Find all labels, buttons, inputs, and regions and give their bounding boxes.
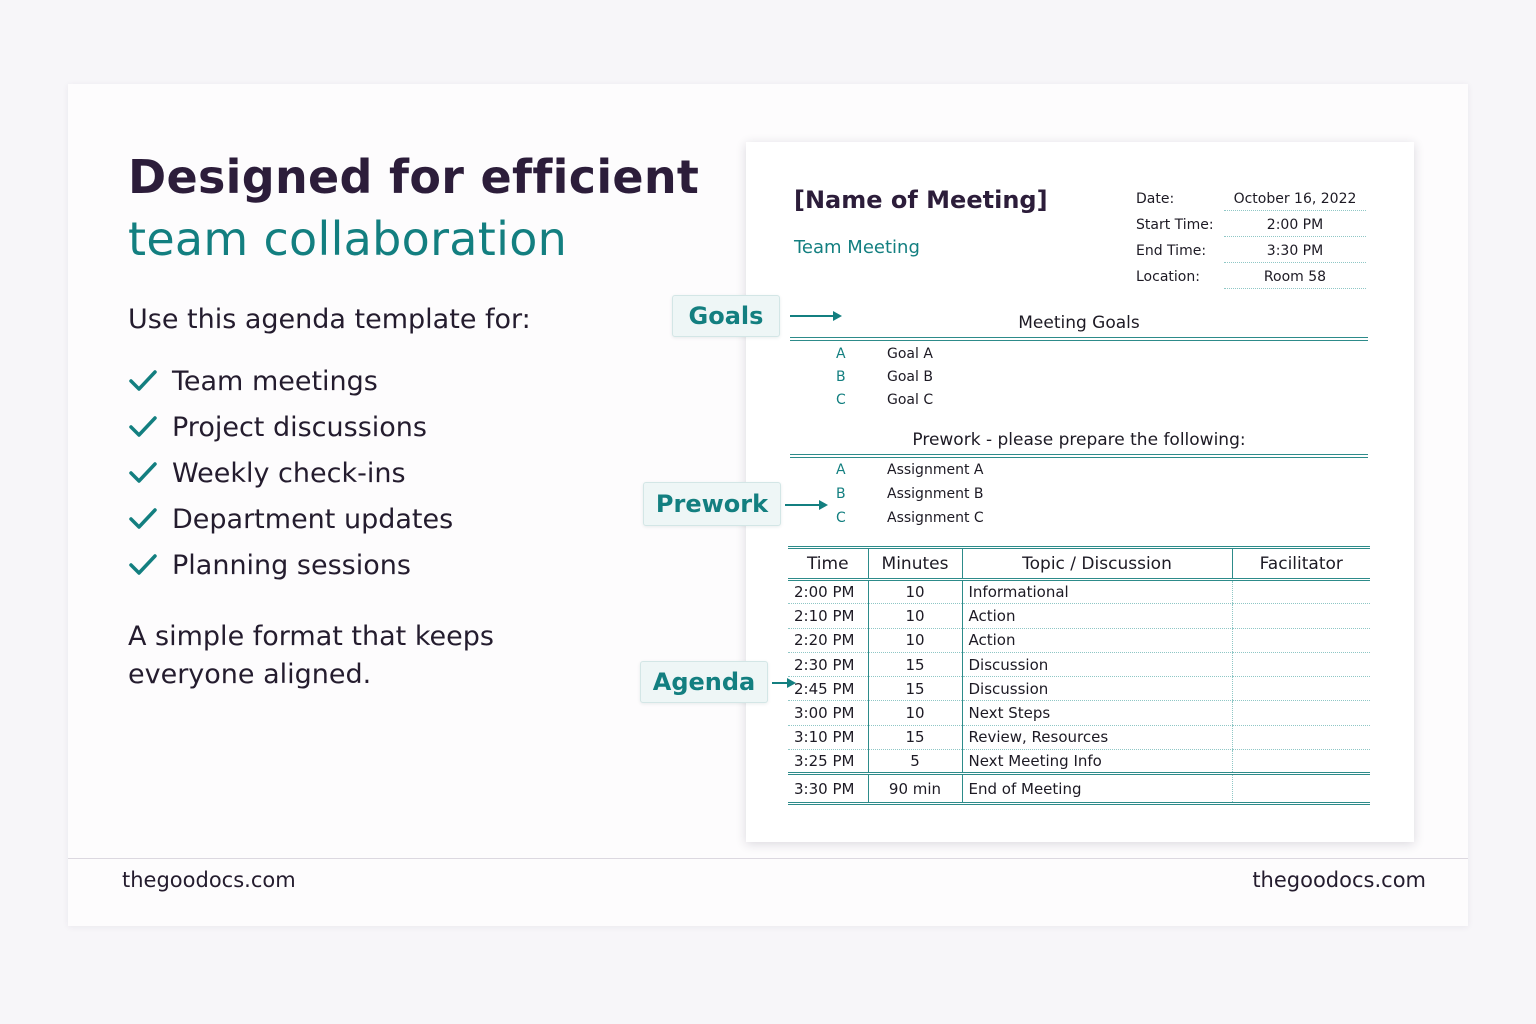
checkmark-icon — [128, 414, 172, 440]
time-cell: 3:00 PM — [788, 701, 868, 725]
list-item-label: Weekly check-ins — [172, 457, 406, 489]
topic-cell: Next Steps — [962, 701, 1232, 725]
facilitator-cell — [1232, 774, 1370, 804]
detail-value: Room 58 — [1224, 265, 1366, 289]
minutes-cell: 15 — [868, 652, 962, 676]
list-item — [128, 358, 453, 404]
list-item — [826, 388, 933, 411]
minutes-cell: 10 — [868, 628, 962, 652]
facilitator-cell — [1232, 604, 1370, 628]
item-text: Goal A — [887, 345, 933, 362]
item-letter: B — [836, 368, 846, 385]
time-cell: 2:20 PM — [788, 628, 868, 652]
item-letter: B — [836, 486, 846, 502]
facilitator-cell — [1232, 725, 1370, 749]
topic-cell: Action — [962, 628, 1232, 652]
detail-label: Location: — [1136, 269, 1200, 285]
detail-row — [1136, 238, 1366, 264]
table-header-row — [788, 548, 1370, 580]
list-item — [826, 506, 984, 530]
minutes-cell: 10 — [868, 701, 962, 725]
detail-row — [1136, 264, 1366, 290]
facilitator-cell — [1232, 652, 1370, 676]
list-item-label: Planning sessions — [172, 549, 411, 581]
facilitator-cell — [1232, 750, 1370, 774]
detail-label: End Time: — [1136, 243, 1207, 259]
checkmark-icon — [128, 506, 172, 532]
column-header: Facilitator — [1232, 548, 1370, 580]
table-total-row — [788, 774, 1370, 804]
item-letter: A — [836, 462, 846, 478]
table-row — [788, 725, 1370, 749]
detail-value: 2:00 PM — [1224, 213, 1366, 237]
detail-row — [1136, 212, 1366, 238]
checkmark-icon — [128, 552, 172, 578]
time-cell: 3:30 PM — [788, 774, 868, 804]
closing-text: A simple format that keeps everyone aligned. — [128, 621, 494, 690]
intro-text: Use this agenda template for: — [128, 304, 531, 335]
list-item — [826, 365, 933, 388]
topic-cell: Next Meeting Info — [962, 750, 1232, 774]
goals-list — [826, 342, 933, 411]
item-letter: C — [836, 391, 846, 408]
topic-cell: Informational — [962, 580, 1232, 604]
detail-value: October 16, 2022 — [1224, 187, 1366, 211]
column-header: Topic / Discussion — [962, 548, 1232, 580]
prework-list — [826, 458, 984, 530]
minutes-cell: 5 — [868, 750, 962, 774]
list-item — [128, 450, 453, 496]
list-item — [128, 542, 453, 588]
time-cell: 3:25 PM — [788, 750, 868, 774]
meeting-name: [Name of Meeting] — [794, 186, 1048, 214]
minutes-cell: 10 — [868, 580, 962, 604]
goals-rule — [790, 337, 1368, 341]
list-item-label: Department updates — [172, 503, 454, 535]
table-row — [788, 628, 1370, 652]
table-row — [788, 604, 1370, 628]
table-row — [788, 652, 1370, 676]
item-text: Assignment A — [887, 462, 984, 478]
facilitator-cell — [1232, 701, 1370, 725]
prework-section-title: Prework - please prepare the following: — [912, 430, 1246, 450]
table-row — [788, 677, 1370, 701]
column-header: Time — [788, 548, 868, 580]
detail-label: Start Time: — [1136, 217, 1214, 233]
facilitator-cell — [1232, 628, 1370, 652]
meeting-type: Team Meeting — [794, 237, 920, 258]
item-text: Goal C — [887, 391, 934, 408]
table-row — [788, 701, 1370, 725]
facilitator-cell — [1232, 677, 1370, 701]
footer-brand-right[interactable]: thegoodocs.com — [1252, 868, 1426, 892]
item-letter: C — [836, 510, 846, 526]
meeting-details — [1136, 186, 1366, 290]
list-item — [826, 482, 984, 506]
topic-cell: End of Meeting — [962, 774, 1232, 804]
column-header: Minutes — [868, 548, 962, 580]
arrow-right-icon — [771, 675, 801, 691]
list-item — [128, 404, 453, 450]
item-text: Goal B — [887, 368, 933, 385]
item-text: Assignment C — [887, 510, 984, 526]
time-cell: 2:10 PM — [788, 604, 868, 628]
checkmark-icon — [128, 368, 172, 394]
footer-brand-left[interactable]: thegoodocs.com — [122, 868, 296, 892]
table-row — [788, 580, 1370, 604]
minutes-cell: 10 — [868, 604, 962, 628]
arrow-right-icon — [789, 308, 847, 324]
checkmark-icon — [128, 460, 172, 486]
headline: Designed for efficient — [128, 150, 700, 204]
topic-cell: Discussion — [962, 652, 1232, 676]
footer-divider — [68, 858, 1468, 859]
list-item — [826, 458, 984, 482]
time-cell: 2:45 PM — [788, 677, 868, 701]
subheadline: team collaboration — [128, 212, 568, 266]
time-cell: 2:00 PM — [788, 580, 868, 604]
list-item-label: Team meetings — [172, 365, 378, 397]
list-item-label: Project discussions — [172, 411, 427, 443]
detail-row — [1136, 186, 1366, 212]
table-row — [788, 750, 1370, 774]
goals-callout: Goals — [672, 295, 780, 337]
minutes-cell: 15 — [868, 725, 962, 749]
minutes-cell: 90 min — [868, 774, 962, 804]
use-case-list — [128, 358, 453, 588]
prework-callout: Prework — [643, 482, 781, 526]
time-cell: 2:30 PM — [788, 652, 868, 676]
agenda-table — [788, 546, 1370, 805]
topic-cell: Discussion — [962, 677, 1232, 701]
list-item — [128, 496, 453, 542]
detail-label: Date: — [1136, 191, 1175, 207]
facilitator-cell — [1232, 580, 1370, 604]
detail-value: 3:30 PM — [1224, 239, 1366, 263]
topic-cell: Action — [962, 604, 1232, 628]
time-cell: 3:10 PM — [788, 725, 868, 749]
list-item — [826, 342, 933, 365]
topic-cell: Review, Resources — [962, 725, 1232, 749]
minutes-cell: 15 — [868, 677, 962, 701]
item-letter: A — [836, 345, 846, 362]
agenda-callout: Agenda — [640, 661, 768, 703]
goals-section-title: Meeting Goals — [1018, 313, 1140, 333]
arrow-right-icon — [784, 497, 834, 513]
item-text: Assignment B — [887, 486, 984, 502]
